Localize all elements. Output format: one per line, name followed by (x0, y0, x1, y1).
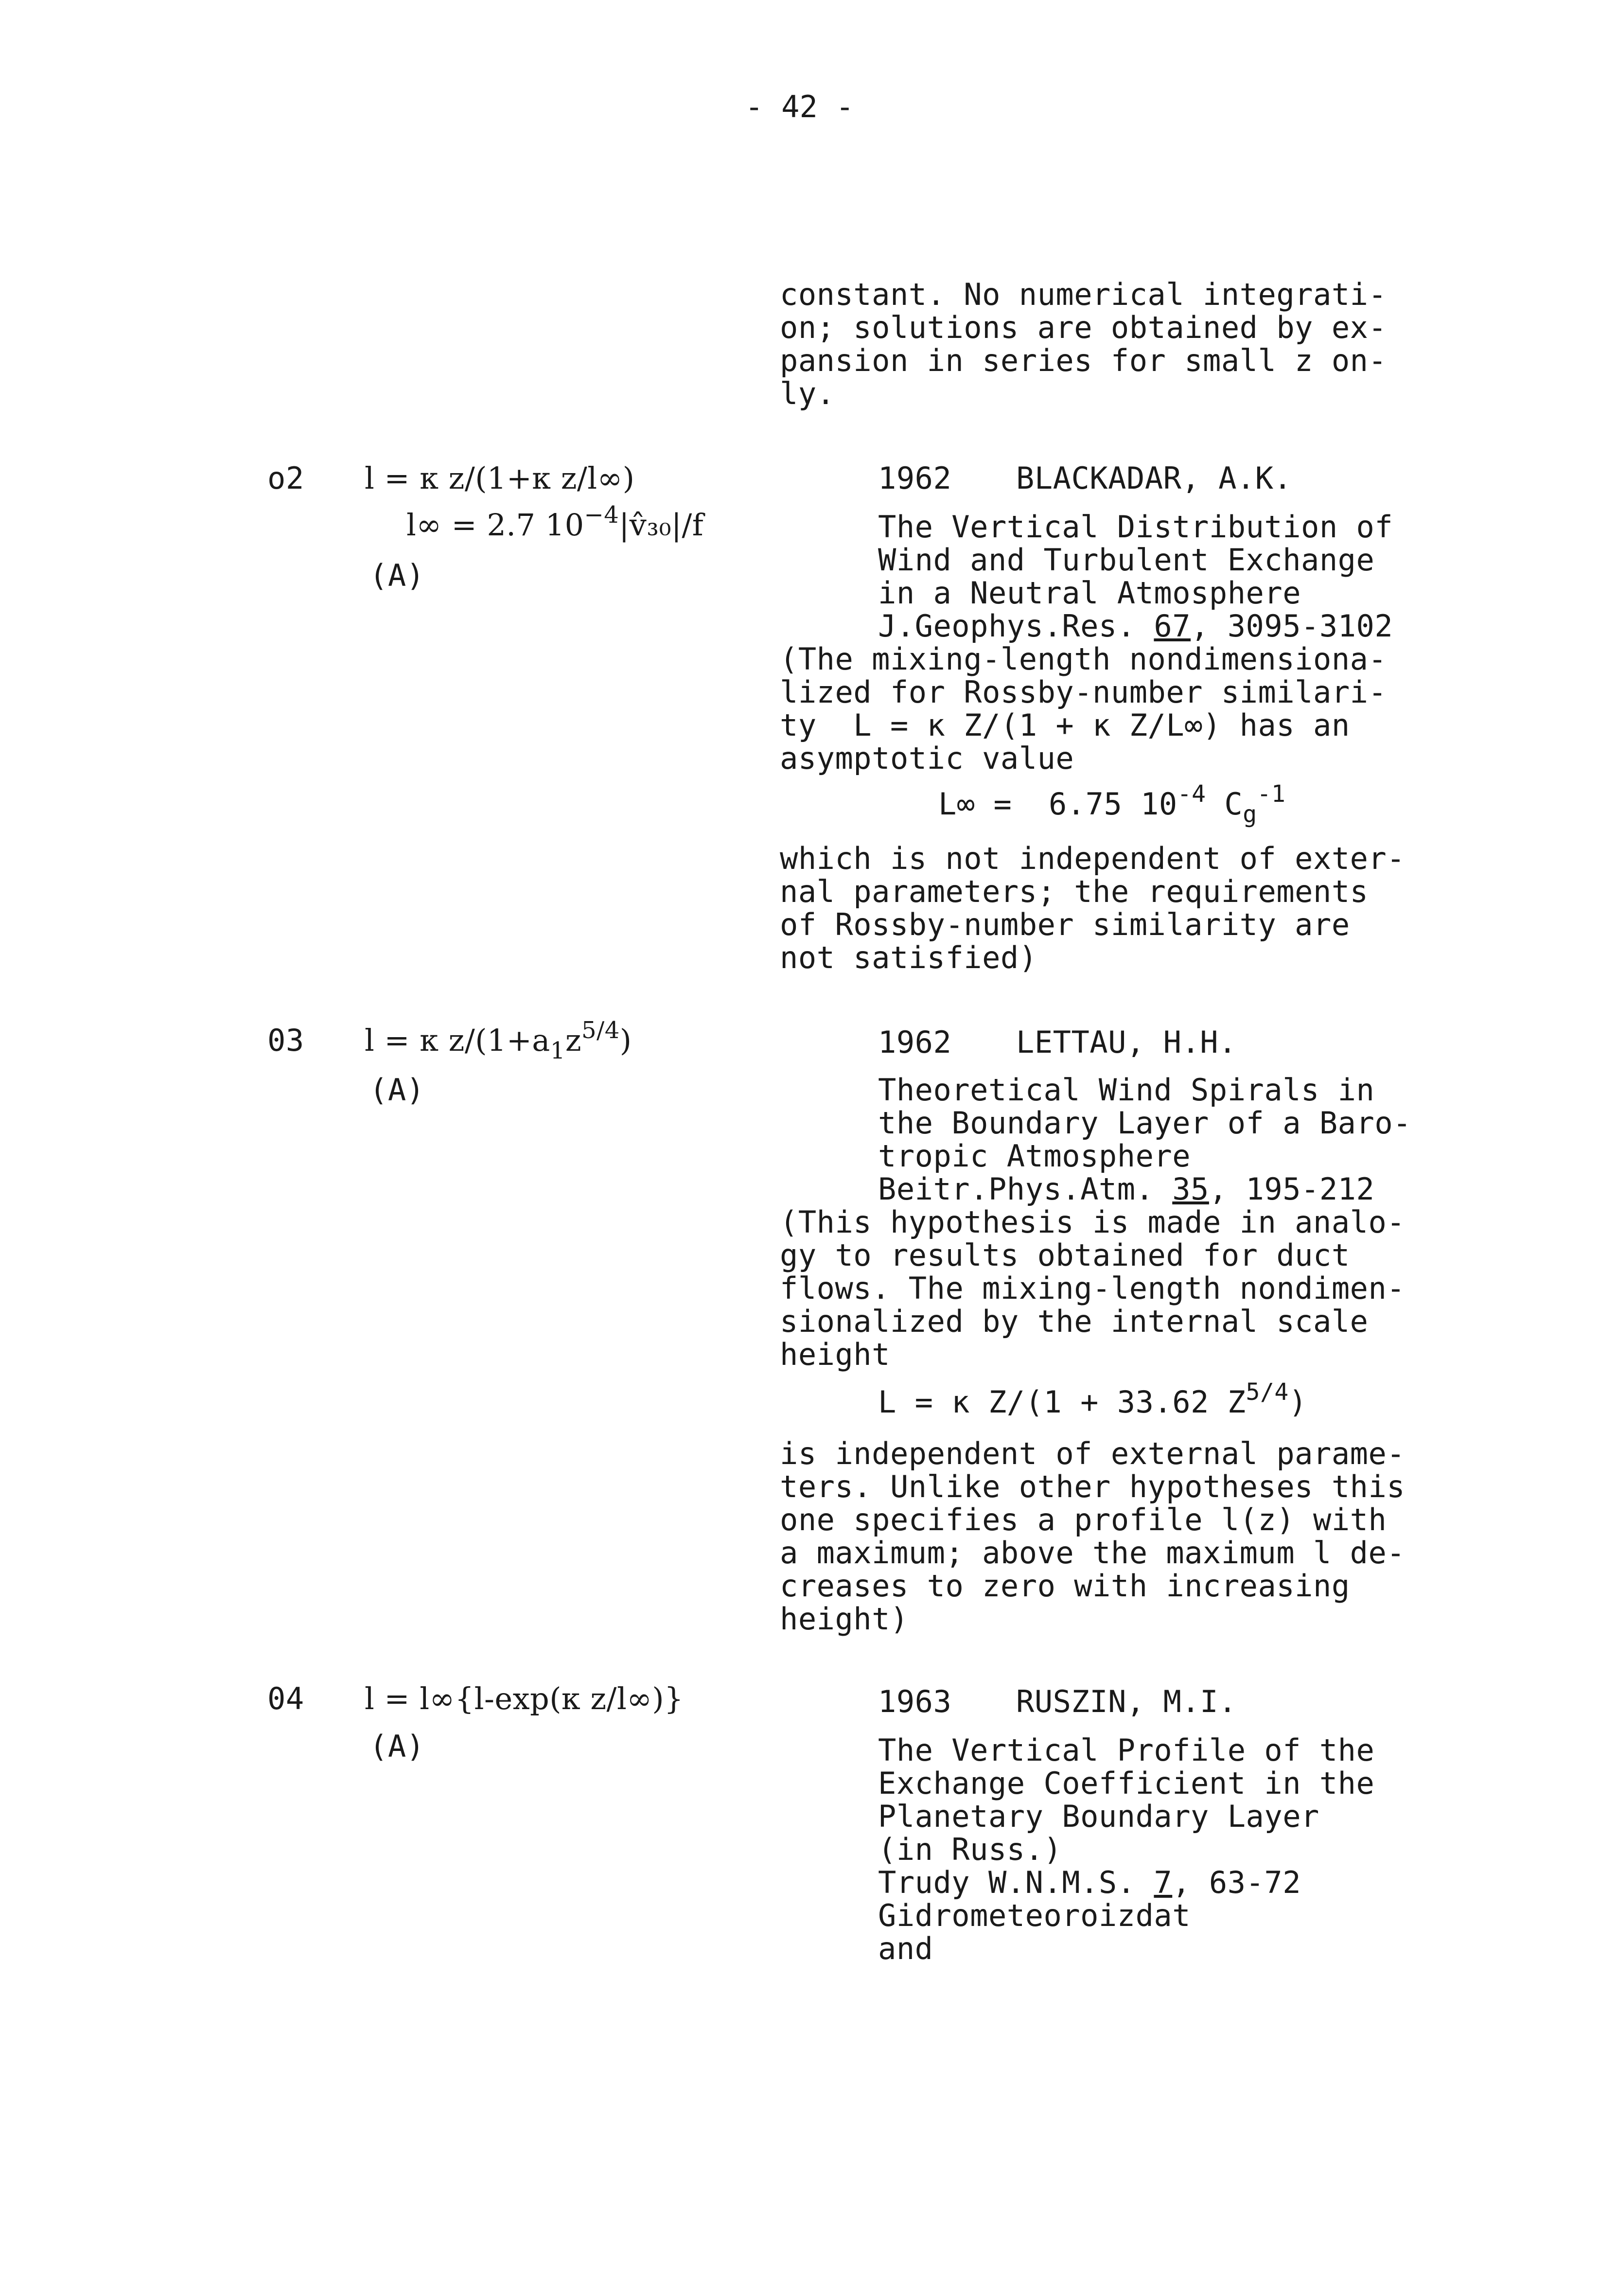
entry-title-line: Exchange Coefficient in the (878, 1766, 1375, 1801)
entry-note-line: creases to zero with increasing (780, 1568, 1350, 1604)
entry-note-line: nal parameters; the requirements (780, 874, 1369, 909)
entry-formula: l = l∞{l-exp(κ z/l∞)} (365, 1681, 684, 1716)
entry-author: BLACKADAR, A.K. (1016, 460, 1292, 496)
entry-title-line: (in Russ.) (878, 1832, 1062, 1867)
entry-note-line: which is not independent of exter- (780, 841, 1406, 876)
entry-note-line: not satisfied) (780, 940, 1037, 975)
entry-year: 1963 (878, 1684, 952, 1719)
entry-note-line: gy to results obtained for duct (780, 1237, 1350, 1273)
entry-note-line: ters. Unlike other hypotheses this (780, 1469, 1406, 1504)
entry-formula: l = κ z/(1+κ z/l∞) (365, 460, 635, 496)
entry-journal: J.Geophys.Res. 67, 3095-3102 (878, 608, 1393, 644)
entry-title-line: Wind and Turbulent Exchange (878, 542, 1375, 578)
page-number: - 42 - (745, 89, 854, 124)
entry-author: LETTAU, H.H. (1016, 1024, 1237, 1060)
entry-title-line: The Vertical Distribution of (878, 509, 1393, 545)
entry-id: o2 (267, 460, 304, 496)
entry-tag: (A) (369, 1729, 425, 1764)
entry-note-line: height (780, 1337, 890, 1372)
intro-line: constant. No numerical integrati- (780, 277, 1387, 312)
entry-note-line: lized for Rossby-number similari- (780, 674, 1387, 710)
entry-title-line: Planetary Boundary Layer (878, 1799, 1319, 1834)
entry-note-line: flows. The mixing-length nondimen- (780, 1271, 1406, 1306)
entry-note-line: (The mixing-length nondimensiona- (780, 641, 1387, 677)
entry-journal: Beitr.Phys.Atm. 35, 195-212 (878, 1171, 1375, 1207)
intro-line: ly. (780, 376, 835, 411)
entry-id: 03 (267, 1023, 304, 1058)
entry-year: 1962 (878, 1024, 952, 1060)
entry-note-line: height) (780, 1601, 909, 1637)
entry-title-line: Theoretical Wind Spirals in (878, 1072, 1375, 1108)
entry-title-line: in a Neutral Atmosphere (878, 575, 1301, 611)
entry-note-line: ty L = κ Z/(1 + κ Z/L∞) has an (780, 707, 1350, 743)
intro-line: on; solutions are obtained by ex- (780, 310, 1387, 345)
entry-title-line: tropic Atmosphere (878, 1138, 1191, 1174)
entry-formula-secondary: l∞ = 2.7 $10^{-4}|v̂_{30}|/f$ (406, 501, 704, 543)
entry-note-line: asymptotic value (780, 741, 1074, 776)
entry-author: RUSZIN, M.I. (1016, 1684, 1237, 1719)
entry-id: 04 (267, 1681, 304, 1716)
entry-display-equation: L = κ Z/(1 + 33.62 $Z^{5/4}$) (878, 1378, 1307, 1420)
entry-journal: Trudy W.N.M.S. 7, 63-72 (878, 1865, 1301, 1900)
intro-line: pansion in series for small z on- (780, 343, 1387, 378)
entry-note-line: a maximum; above the maximum l de- (780, 1535, 1406, 1571)
entry-note-line: (This hypothesis is made in analo- (780, 1204, 1406, 1240)
entry-note-line: of Rossby-number similarity are (780, 907, 1350, 942)
entry-note-line: is independent of external parame- (780, 1436, 1406, 1471)
entry-title-line: the Boundary Layer of a Baro- (878, 1105, 1411, 1141)
entry-year: 1962 (878, 460, 952, 496)
entry-title-line: The Vertical Profile of the (878, 1732, 1375, 1768)
entry-note-line: one specifies a profile l(z) with (780, 1502, 1387, 1537)
entry-formula: l = κ $z/(1+a_1z^{5/4})$ (365, 1017, 632, 1064)
entry-display-equation: L∞ = 6.75 $10^{-4}$ $C_g^{-1}$ (938, 780, 1286, 828)
entry-tag: (A) (369, 1072, 425, 1108)
entry-publisher-line: and (878, 1931, 933, 1966)
entry-note-line: sionalized by the internal scale (780, 1304, 1369, 1339)
entry-tag: (A) (369, 558, 425, 593)
entry-publisher-line: Gidrometeoroizdat (878, 1898, 1191, 1933)
